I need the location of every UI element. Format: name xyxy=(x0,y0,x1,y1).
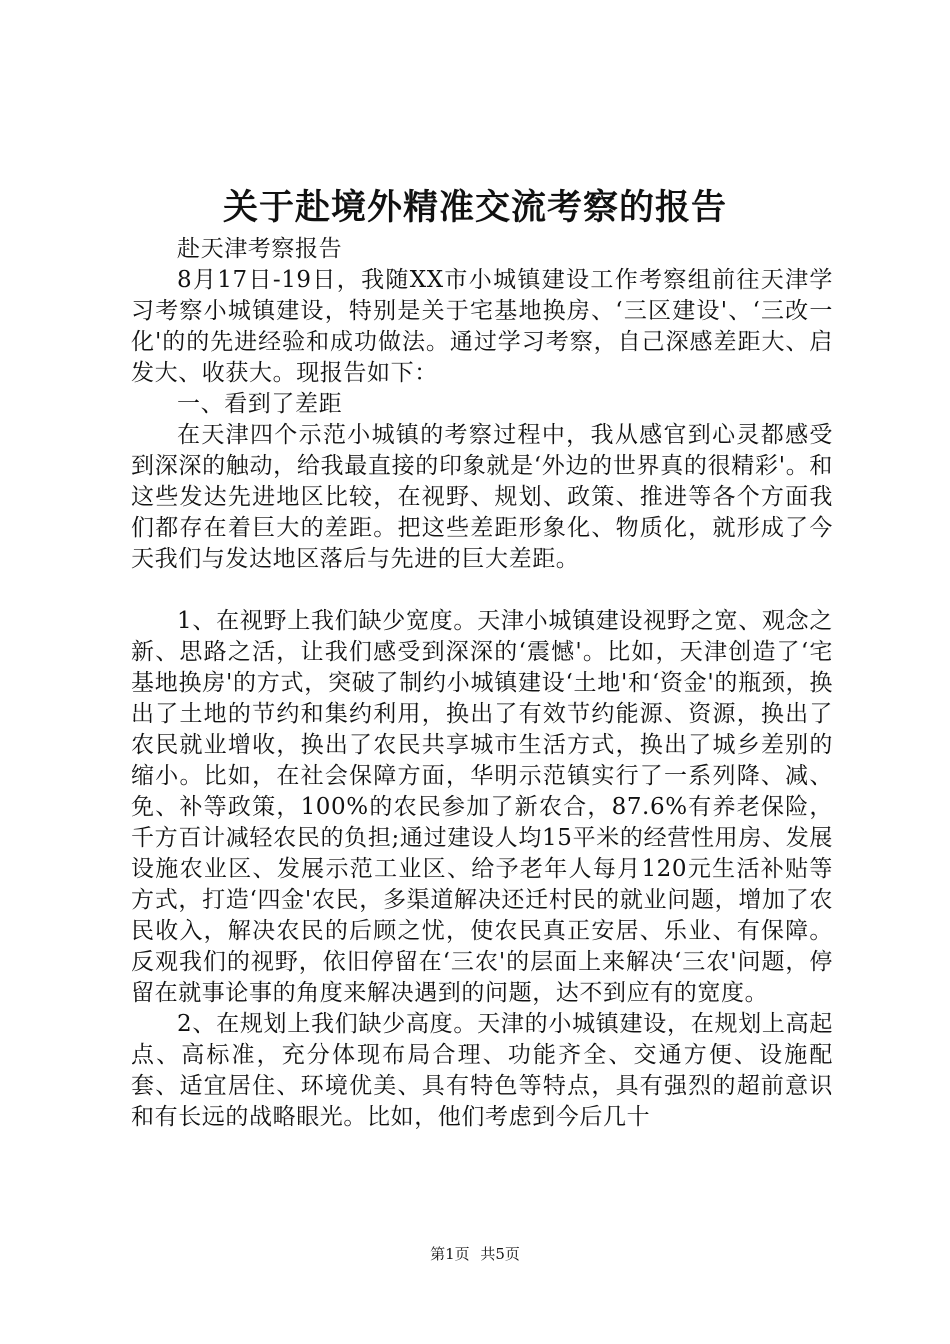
paragraph-planning: 2、在规划上我们缺少高度。天津的小城镇建设，在规划上高起点、高标准，充分体现布局合理、功能齐全、交通方便、设施配套、适宜居住、环境优美、具有特色等特点，具有强烈的超前意识和有长远的战略眼光。比如，他们考虑到今后几十 xyxy=(131,1011,833,1130)
page-number: 第1页 xyxy=(430,1245,470,1263)
section-heading: 一、看到了差距 xyxy=(177,391,343,417)
page-total: 共5页 xyxy=(480,1245,520,1263)
paragraph-intro: 8月17日-19日，我随XX市小城镇建设工作考察组前往天津学习考察小城镇建设，特别是关于宅基地换房、‘三区建设'、‘三改一化'的的先进经验和成功做法。通过学习考察，自己深感差距大、启发大、收获大。现报告如下： xyxy=(131,267,833,386)
page-footer xyxy=(0,1244,950,1264)
document-title: 关于赴境外精准交流考察的报告 xyxy=(222,188,727,228)
document-body xyxy=(131,234,833,1133)
paragraph-vision: 1、在视野上我们缺少宽度。天津小城镇建设视野之宽、观念之新、思路之活，让我们感受到深深的‘震憾'。比如，天津创造了‘宅基地换房'的方式，突破了制约小城镇建设‘土地'和‘资金'的瓶颈，换出了土地的节约和集约利用，换出了有效节约能源、资源，换出了农民就业增收，换出了农民共享城市生活方式，换出了城乡差别的缩小。比如，在社会保障方面，华明示范镇实行了一系列降、减、免、补等政策，100%的农民参加了新农合，87.6%有养老保险，千方百计减轻农民的负担;通过建设人均15平米的经营性用房、发展设施农业区、发展示范工业区、给予老年人每月120元生活补贴等方式，打造‘四金'农民，多渠道解决还迁村民的就业问题，增加了农民收入，解决农民的后顾之忧，使农民真正安居、乐业、有保障。反观我们的视野，依旧停留在‘三农'的层面上来解决‘三农'问题，停留在就事论事的角度来解决遇到的问题，达不到应有的宽度。 xyxy=(131,608,833,1006)
paragraph-subtitle: 赴天津考察报告 xyxy=(177,236,343,262)
paragraph-gap-overview: 在天津四个示范小城镇的考察过程中，我从感官到心灵都感受到深深的触动，给我最直接的印象就是‘外边的世界真的很精彩'。和这些发达先进地区比较，在视野、规划、政策、推进等各个方面我们都存在着巨大的差距。把这些差距形象化、物质化，就形成了今天我们与发达地区落后与先进的巨大差距。 xyxy=(131,422,833,572)
